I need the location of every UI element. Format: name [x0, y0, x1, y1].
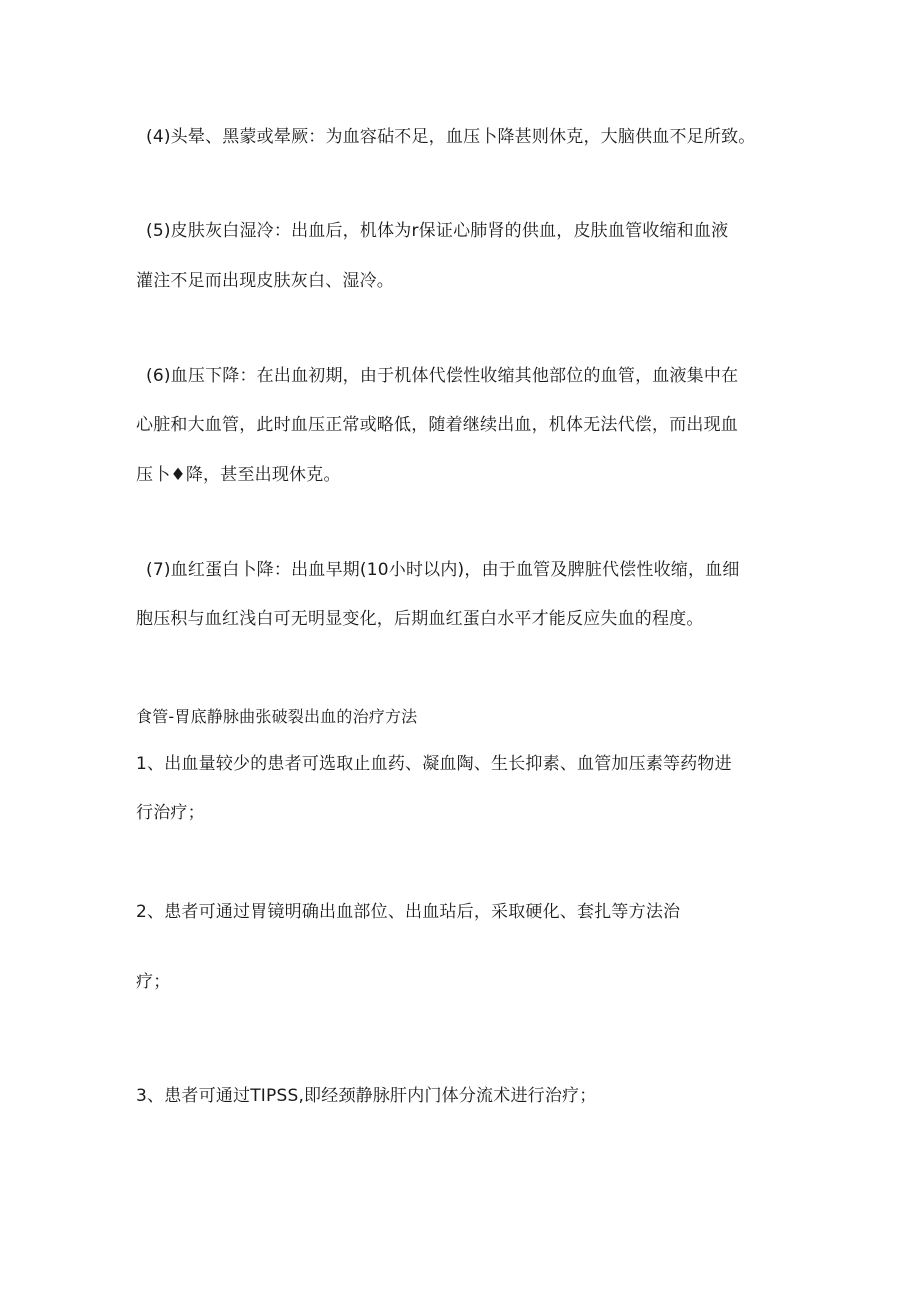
item-2-line-2: 疗；: [136, 972, 171, 992]
paragraph-7-line-2: 胞压积与血红浅白可无明显变化，后期血红蛋白水平才能反应失血的程度。: [136, 609, 704, 629]
item-2-line-1: 2、患者可通过胃镜明确出血部位、出血玷后，采取硬化、套扎等方法治: [136, 902, 681, 922]
section-title: 食管-胃底静脉曲张破裂出血的治疗方法: [136, 707, 418, 726]
paragraph-5-line-1: (5)皮肤灰白湿冷：出血后，机体为r保证心肺肾的供血，皮肤血管收缩和血液: [146, 221, 729, 241]
paragraph-6-line-2: 心脏和大血管，此时血压正常或略低，随着继续出血，机体无法代偿，而出现血: [136, 415, 738, 435]
item-3-line-1: 3、患者可通过TIPSS,即经颈静脉肝内门体分流术进行治疗；: [136, 1086, 597, 1106]
paragraph-4-line-1: (4)头晕、黑蒙或晕厥：为血容砧不足，血压卜降甚则休克，大脑供血不足所致。: [146, 127, 756, 147]
paragraph-6-line-1: (6)血压下降：在出血初期，由于机体代偿性收缩其他部位的血管，血液集中在: [146, 366, 739, 386]
paragraph-7-line-1: (7)血红蛋白卜降：出血早期(10小时以内)，由于血管及脾脏代偿性收缩，血细: [146, 560, 740, 580]
paragraph-5-line-2: 灌注不足而出现皮肤灰白、湿冷。: [136, 271, 394, 291]
paragraph-6-line-3: 压卜♦降，甚至出现休克。: [136, 465, 341, 485]
item-1-line-1: 1、出血量较少的患者可选取止血药、凝血陶、生长抑素、血管加压素等药物进: [136, 754, 732, 774]
item-1-line-2: 行治疗；: [136, 803, 205, 823]
